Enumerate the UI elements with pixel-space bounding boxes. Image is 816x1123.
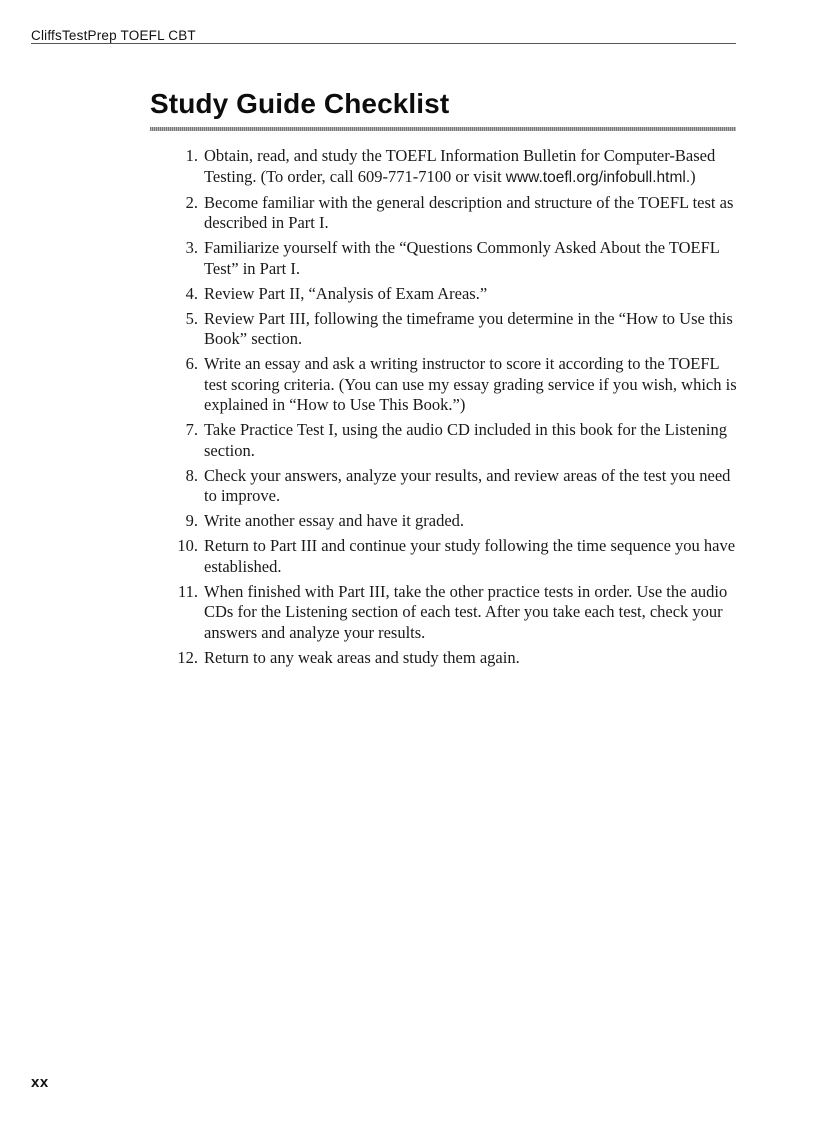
page-title: Study Guide Checklist <box>150 88 450 119</box>
list-item <box>170 193 738 234</box>
item-number: 3. <box>185 238 198 257</box>
item-number: 12. <box>177 647 198 667</box>
list-item <box>170 309 738 350</box>
item-number: 2. <box>185 192 198 212</box>
item-text: Become familiar with the general description and structure of the TOEFL test as described in Part I. <box>204 192 734 232</box>
item-number: 9. <box>185 511 198 530</box>
bulletin-url: www.toefl.org/infobull.html. <box>505 168 691 186</box>
item-number: 6. <box>185 354 198 373</box>
item-text: Write an essay and ask a writing instructor to score it according to the TOEFL test scoring criteria. (You can use my essay grading service if you wish, which is explained in “How to Use This Book.”) <box>204 354 737 414</box>
item-text: Return to any weak areas and study them again. <box>204 647 520 667</box>
list-item <box>170 238 738 279</box>
item-number: 5. <box>185 308 198 328</box>
list-item <box>170 284 738 305</box>
item-text: Familiarize yourself with the “Questions Commonly Asked About the TOEFL Test” in Part I. <box>204 238 720 278</box>
header-rule <box>31 43 736 44</box>
list-item <box>170 648 738 669</box>
item-text-end: ) <box>690 166 696 186</box>
item-number: 10. <box>177 536 198 555</box>
list-item <box>170 354 738 416</box>
item-text: Return to Part III and continue your study following the time sequence you have established. <box>204 536 736 576</box>
item-text: Obtain, read, and study the TOEFL Information Bulletin for Computer-Based Testing. (To order, call 609-771-7100 or visit <box>204 146 716 186</box>
running-head: CliffsTestPrep TOEFL CBT <box>31 28 196 43</box>
list-item <box>170 582 738 644</box>
item-number: 1. <box>185 146 198 165</box>
list-item <box>170 146 738 188</box>
list-item <box>170 466 738 507</box>
item-text: Review Part III, following the timeframe you determine in the “How to Use this Book” section. <box>204 308 733 348</box>
item-text: Write another essay and have it graded. <box>204 511 465 530</box>
item-number: 4. <box>185 283 198 303</box>
list-item <box>170 420 738 461</box>
item-number: 8. <box>185 465 198 485</box>
item-number: 7. <box>185 420 198 439</box>
item-text: Take Practice Test I, using the audio CD included in this book for the Listening section. <box>204 420 727 460</box>
item-text: When finished with Part III, take the other practice tests in order. Use the audio CDs for the Listening section of each test. After you take each test, check your answers and analyze your results. <box>204 581 728 642</box>
list-item <box>170 536 738 577</box>
title-rule <box>150 127 736 131</box>
list-item <box>170 511 738 532</box>
page-number: xx <box>31 1074 49 1091</box>
checklist <box>170 146 738 673</box>
item-text: Check your answers, analyze your results, and review areas of the test you need to improve. <box>204 465 731 505</box>
item-number: 11. <box>177 581 198 601</box>
item-text: Review Part II, “Analysis of Exam Areas.” <box>204 283 488 303</box>
